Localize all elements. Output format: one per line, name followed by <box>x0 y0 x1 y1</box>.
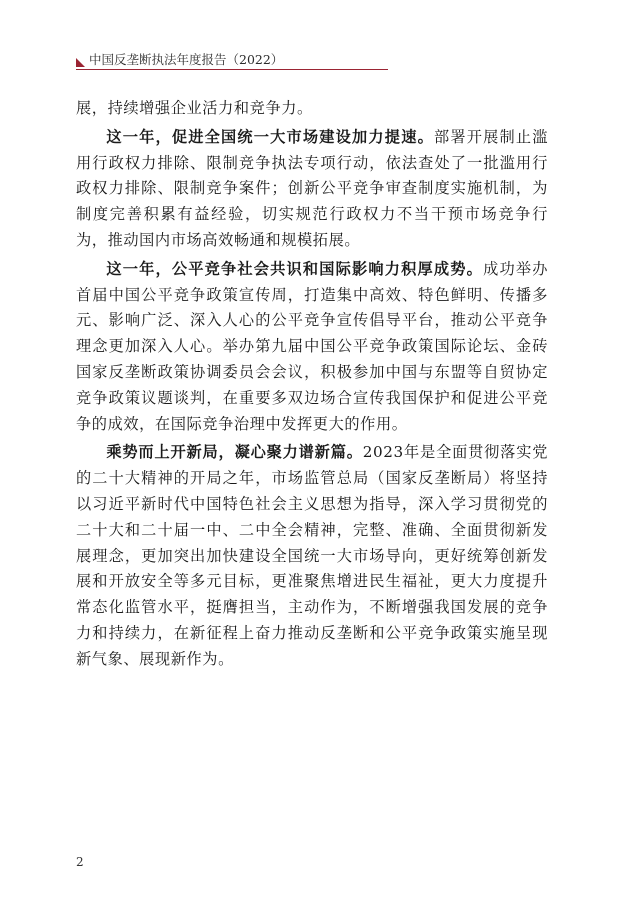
running-header <box>76 52 388 70</box>
paragraph-lead: 乘势而上开新局，凝心聚力谱新篇。 <box>106 443 363 462</box>
page-number: 2 <box>76 855 84 869</box>
paragraph-text: 展，持续增强企业活力和竞争力。 <box>76 99 313 117</box>
paragraph-text: 2023年是全面贯彻落实党的二十大精神的开局之年，市场监管总局（国家反垄断局）将坚持以习近平新时代中国特色社会主义思想为指导，深入学习贯彻党的二十大和二十届一中、二中全会精神，完整、准确、全面贯彻新发展理念，更加突出加快建设全国统一大市场导向，更好统筹创新发展和开放安全等多元目标，更准聚焦增进民生福祉，更大力度提升常态化监管水平，挺膺担当，主动作为，不断增强我国发展的竞争力和持续力，在新征程上奋力推动反垄断和公平竞争政策实施呈现新气象、展现新作为。 <box>76 443 548 668</box>
paragraph-text: 成功举办首届中国公平竞争政策宣传周，打造集中高效、特色鲜明、传播多元、影响广泛、深入人心的公平竞争宣传倡导平台，推动公平竞争理念更加深入人心。举办第九届中国公平竞争政策国际论坛、金砖国家反垄断政策协调委员会会议，积极参加中国与东盟等自贸协定竞争政策议题谈判，在重要多双边场合宣传我国保护和促进公平竞争的成效，在国际竞争治理中发挥更大的作用。 <box>76 259 548 433</box>
paragraph-fair-competition <box>76 257 548 438</box>
paragraph-outlook <box>76 440 548 672</box>
header-rule <box>76 69 388 70</box>
paragraph-lead: 这一年，公平竞争社会共识和国际影响力积厚成势。 <box>106 259 484 278</box>
paragraph-market-integration <box>76 125 548 254</box>
header-title: 中国反垄断执法年度报告（2022） <box>89 52 284 67</box>
paragraph-continuation <box>76 96 548 122</box>
body-text <box>76 96 548 676</box>
paragraph-text: 部署开展制止滥用行政权力排除、限制竞争执法专项行动，依法查处了一批滥用行政权力排除、限制竞争案件；创新公平竞争审查制度实施机制，为制度完善积累有益经验，切实规范行政权力不当干预市场竞争行为，推动国内市场高效畅通和规模拓展。 <box>76 127 549 249</box>
paragraph-lead: 这一年，促进全国统一大市场建设加力提速。 <box>106 127 434 146</box>
header-triangle-icon <box>76 58 85 67</box>
